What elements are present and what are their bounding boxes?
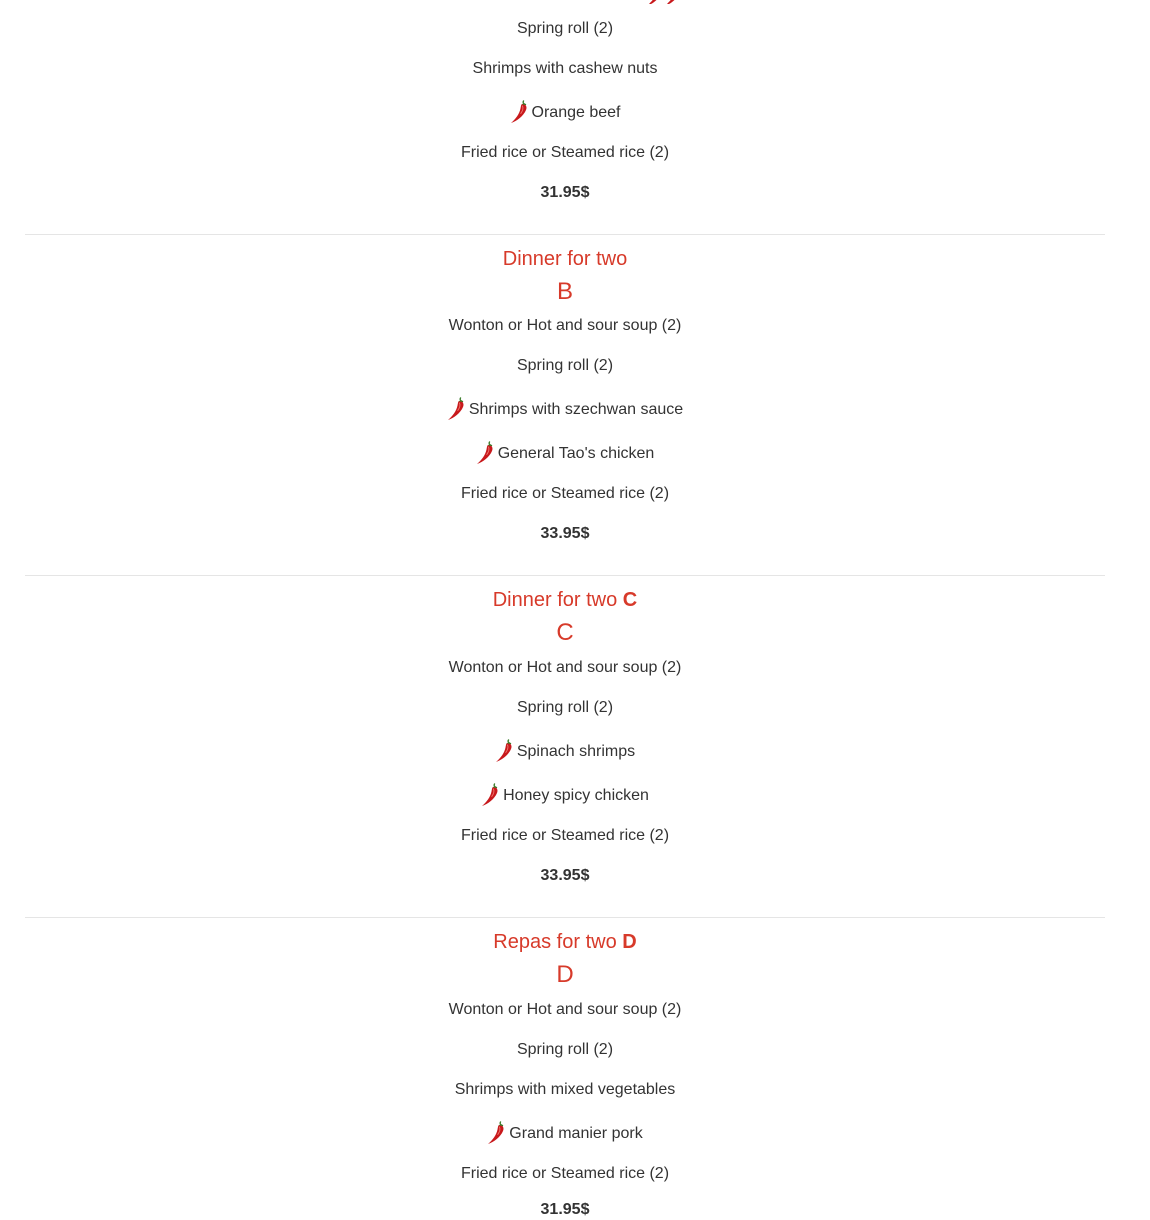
menu-item: Shrimps with cashew nuts <box>472 60 658 77</box>
menu-item: Spring roll (2) <box>516 20 614 37</box>
menu-item: Spring roll (2) <box>516 699 614 716</box>
menu-item: Grand manier pork <box>25 1121 1105 1145</box>
chili-pepper-icon <box>510 100 528 124</box>
menu-price: 31.95$ <box>540 184 590 201</box>
menu-price: 31.95$ <box>540 1201 590 1218</box>
chili-pepper-icon <box>481 783 499 807</box>
menu-item: Wonton or Hot and sour soup (2) <box>448 317 682 334</box>
menu-letter: C <box>556 619 574 646</box>
menu-item: Spring roll (2) <box>516 357 614 374</box>
menu-item: Fried rice or Steamed rice (2) <box>460 1165 670 1182</box>
menu-letter: B <box>556 278 573 305</box>
menu-item: Fried rice or Steamed rice (2) <box>460 144 670 161</box>
menu-item: Honey spicy chicken <box>25 783 1105 807</box>
section-divider <box>25 917 1105 918</box>
menu-title: Dinner for two <box>502 248 628 270</box>
menu-item: Fried rice or Steamed rice (2) <box>460 827 670 844</box>
menu-item: Wonton or Hot and sour soup (2) <box>448 1001 682 1018</box>
cut-off-chili-icon <box>645 0 681 4</box>
menu-item: General Tao's chicken <box>25 441 1105 465</box>
menu-item: Spinach shrimps <box>25 739 1105 763</box>
menu-letter: D <box>556 961 574 988</box>
menu-item: Wonton or Hot and sour soup (2) <box>448 659 682 676</box>
chili-pepper-icon <box>476 441 494 465</box>
chili-pepper-icon <box>487 1121 505 1145</box>
chili-pepper-icon <box>495 739 513 763</box>
section-divider <box>25 575 1105 576</box>
menu-price: 33.95$ <box>540 867 590 884</box>
menu-item: Shrimps with mixed vegetables <box>454 1081 676 1098</box>
section-divider <box>25 234 1105 235</box>
menu-item: Spring roll (2) <box>516 1041 614 1058</box>
menu-price: 33.95$ <box>540 525 590 542</box>
menu-title: Dinner for two C <box>492 589 638 611</box>
menu-title: Repas for two D <box>493 931 637 953</box>
chili-pepper-icon <box>447 397 465 421</box>
menu-item: Orange beef <box>25 100 1105 124</box>
menu-item: Shrimps with szechwan sauce <box>25 397 1105 421</box>
menu-item: Fried rice or Steamed rice (2) <box>460 485 670 502</box>
